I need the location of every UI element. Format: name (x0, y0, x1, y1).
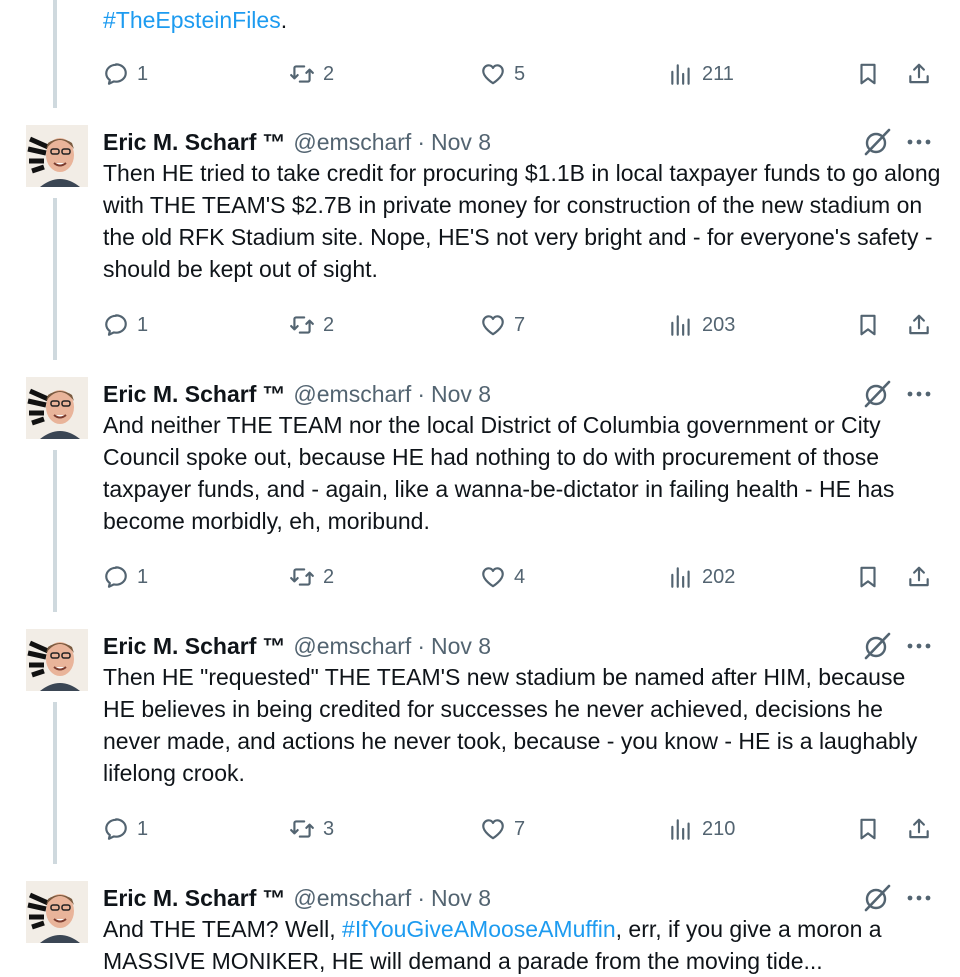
trademark-symbol: ™ (262, 128, 286, 155)
reply-count: 1 (137, 62, 149, 85)
author-handle[interactable]: @emscharf (293, 128, 412, 155)
reply-icon (103, 312, 129, 338)
repost-button[interactable] (289, 811, 334, 847)
views-icon (668, 312, 694, 338)
reply-count: 1 (137, 817, 149, 840)
tweet-text: And neither THE TEAM nor the local District of Columbia government or City Council spoke out, because HE had nothing to do with procurement of those taxpayer funds, and - again, like a wanna-be-dictator in failing health - HE has become morbidly, eh, moribund. (103, 412, 901, 534)
tweet-date[interactable]: Nov 8 (431, 632, 492, 659)
grok-icon[interactable] (862, 127, 892, 157)
author-name[interactable]: Eric M. Scharf (103, 884, 257, 911)
tweet-header (103, 629, 491, 663)
like-button[interactable] (480, 811, 525, 847)
like-count: 7 (514, 313, 526, 336)
repost-count: 2 (323, 62, 335, 85)
trademark-symbol: ™ (262, 884, 286, 911)
grok-icon[interactable] (862, 631, 892, 661)
tweet[interactable] (0, 125, 960, 365)
bookmark-button[interactable] (855, 811, 881, 847)
bookmark-icon (855, 61, 881, 87)
like-count: 7 (514, 817, 526, 840)
like-button[interactable] (480, 559, 525, 595)
like-button[interactable] (480, 56, 525, 92)
trademark-symbol: ™ (262, 632, 286, 659)
tweet-actions (103, 56, 943, 92)
repost-button[interactable] (289, 307, 334, 343)
tweet-actions (103, 811, 943, 847)
tweet-text: Then HE "requested" THE TEAM'S new stadium be named after HIM, because HE believes in being credited for successes he never achieved, decisions he never made, and actions he never took, because - you know - HE is a laughably lifelong crook. (103, 664, 924, 786)
reply-icon (103, 61, 129, 87)
tweet-text-start: And THE TEAM? Well, (103, 916, 343, 942)
separator-dot: · (417, 632, 425, 659)
share-icon (906, 61, 932, 87)
previous-tweet-tail (103, 4, 287, 36)
repost-button[interactable] (289, 56, 334, 92)
hashtag-link[interactable]: #TheEpsteinFiles (103, 7, 281, 33)
reply-icon (103, 816, 129, 842)
author-name[interactable]: Eric M. Scharf (103, 632, 257, 659)
author-handle[interactable]: @emscharf (293, 380, 412, 407)
tweet[interactable] (0, 629, 960, 869)
views-icon (668, 564, 694, 590)
views-count: 202 (702, 565, 736, 588)
views-count: 211 (702, 62, 734, 85)
separator-dot: · (417, 884, 425, 911)
more-icon[interactable] (904, 633, 934, 659)
repost-icon (289, 564, 315, 590)
bookmark-button[interactable] (855, 559, 881, 595)
repost-icon (289, 312, 315, 338)
share-icon (906, 816, 932, 842)
like-icon (480, 816, 506, 842)
more-icon[interactable] (904, 885, 934, 911)
tail-suffix: . (280, 7, 288, 33)
avatar[interactable] (26, 125, 88, 187)
views-count: 203 (702, 313, 736, 336)
views-button[interactable] (668, 811, 735, 847)
reply-icon (103, 564, 129, 590)
more-icon[interactable] (904, 381, 934, 407)
tweet-date[interactable]: Nov 8 (431, 380, 492, 407)
like-icon (480, 564, 506, 590)
repost-count: 3 (323, 817, 335, 840)
avatar[interactable] (26, 881, 88, 943)
share-icon (906, 312, 932, 338)
share-icon (906, 564, 932, 590)
more-icon[interactable] (904, 129, 934, 155)
bookmark-button[interactable] (855, 56, 881, 92)
bookmark-icon (855, 312, 881, 338)
separator-dot: · (417, 128, 425, 155)
tweet-actions (103, 307, 943, 343)
reply-count: 1 (137, 313, 149, 336)
like-count: 5 (514, 62, 526, 85)
share-button[interactable] (906, 307, 932, 343)
views-icon (668, 61, 694, 87)
like-count: 4 (514, 565, 526, 588)
bookmark-button[interactable] (855, 307, 881, 343)
repost-icon (289, 816, 315, 842)
reply-button[interactable] (103, 811, 148, 847)
reply-button[interactable] (103, 307, 148, 343)
share-button[interactable] (906, 56, 932, 92)
tweet-header (103, 125, 491, 159)
tweet-text: Then HE tried to take credit for procuring $1.1B in local taxpayer funds to go along with THE TEAM'S $2.7B in private money for construction of the new stadium on the old RFK Stadium site. Nope, HE'S not very bright and - for everyone's safety - should be kept out of sight. (103, 160, 947, 282)
avatar[interactable] (26, 629, 88, 691)
like-icon (480, 61, 506, 87)
hashtag-link[interactable]: #IfYouGiveAMooseAMuffin (342, 916, 616, 942)
tweet-text (103, 913, 943, 977)
tweet-header (103, 377, 491, 411)
author-handle[interactable]: @emscharf (293, 884, 412, 911)
separator-dot: · (417, 380, 425, 407)
thread-line (53, 0, 57, 108)
tweet-actions (103, 559, 943, 595)
tweet-header (103, 881, 491, 915)
reply-button[interactable] (103, 559, 148, 595)
repost-count: 2 (323, 313, 335, 336)
grok-icon[interactable] (862, 883, 892, 913)
bookmark-icon (855, 816, 881, 842)
views-button[interactable] (668, 56, 734, 92)
author-name[interactable]: Eric M. Scharf (103, 128, 257, 155)
reply-button[interactable] (103, 56, 148, 92)
grok-icon[interactable] (862, 379, 892, 409)
author-handle[interactable]: @emscharf (293, 632, 412, 659)
like-icon (480, 312, 506, 338)
views-button[interactable] (668, 559, 735, 595)
share-button[interactable] (906, 811, 932, 847)
avatar[interactable] (26, 377, 88, 439)
views-count: 210 (702, 817, 736, 840)
reply-count: 1 (137, 565, 149, 588)
bookmark-icon (855, 564, 881, 590)
tweet[interactable] (0, 881, 960, 974)
repost-count: 2 (323, 565, 335, 588)
tweet[interactable] (0, 377, 960, 617)
share-button[interactable] (906, 559, 932, 595)
repost-icon (289, 61, 315, 87)
tweet-text-rest: , err, if you give a moron a MASSIVE MONIKER, HE will demand a parade from the moving tide... (103, 916, 888, 974)
views-button[interactable] (668, 307, 735, 343)
views-icon (668, 816, 694, 842)
like-button[interactable] (480, 307, 525, 343)
tweet-date[interactable]: Nov 8 (431, 884, 492, 911)
tweet-date[interactable]: Nov 8 (431, 128, 492, 155)
repost-button[interactable] (289, 559, 334, 595)
trademark-symbol: ™ (262, 380, 286, 407)
author-name[interactable]: Eric M. Scharf (103, 380, 257, 407)
